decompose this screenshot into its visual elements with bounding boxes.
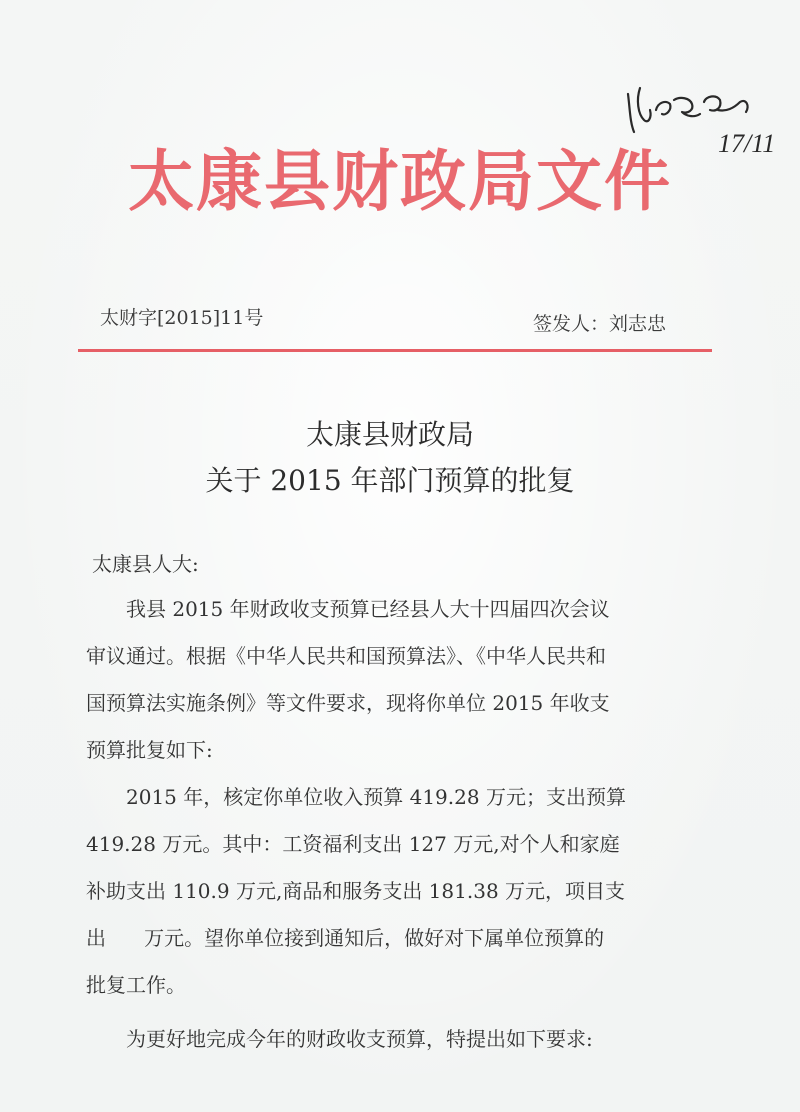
paragraph-line: 为更好地完成今年的财政收支预算，特提出如下要求:	[126, 1027, 593, 1051]
paragraph-line: 批复工作。	[86, 973, 186, 997]
paragraph-line: 补助支出 110.9 万元,商品和服务支出 181.38 万元，项目支	[86, 879, 626, 903]
document-number: 太财字[2015]11号	[100, 307, 264, 329]
paragraph-line: 国预算法实施条例》等文件要求，现将你单位 2015 年收支	[86, 691, 610, 715]
letterhead-divider	[78, 349, 712, 352]
paragraph-line: 我县 2015 年财政收支预算已经县人大十四届四次会议	[126, 597, 610, 621]
document-title-line-2: 关于 2015 年部门预算的批复	[205, 464, 575, 497]
document-title-line-1: 太康县财政局	[305, 418, 474, 451]
letterhead-title: 太康县财政局文件	[128, 142, 672, 220]
paragraph-line: 审议通过。根据《中华人民共和国预算法》、《中华人民共和	[86, 644, 606, 668]
handwritten-date: 17/11	[718, 129, 776, 158]
issuer-signatory: 签发人：刘志忠	[533, 313, 667, 335]
body-paragraph-1	[86, 586, 716, 774]
body-paragraph-2	[86, 774, 716, 1009]
body-paragraph-3	[86, 1016, 716, 1063]
document-title	[100, 412, 680, 504]
paragraph-line: 419.28 万元。其中：工资福利支出 127 万元,对个人和家庭	[86, 832, 620, 856]
addressee: 太康县人大:	[92, 552, 199, 576]
paragraph-line: 出 万元。望你单位接到通知后，做好对下属单位预算的	[86, 926, 605, 950]
paragraph-line: 2015 年，核定你单位收入预算 419.28 万元；支出预算	[126, 785, 626, 809]
paragraph-line: 预算批复如下:	[86, 738, 213, 762]
